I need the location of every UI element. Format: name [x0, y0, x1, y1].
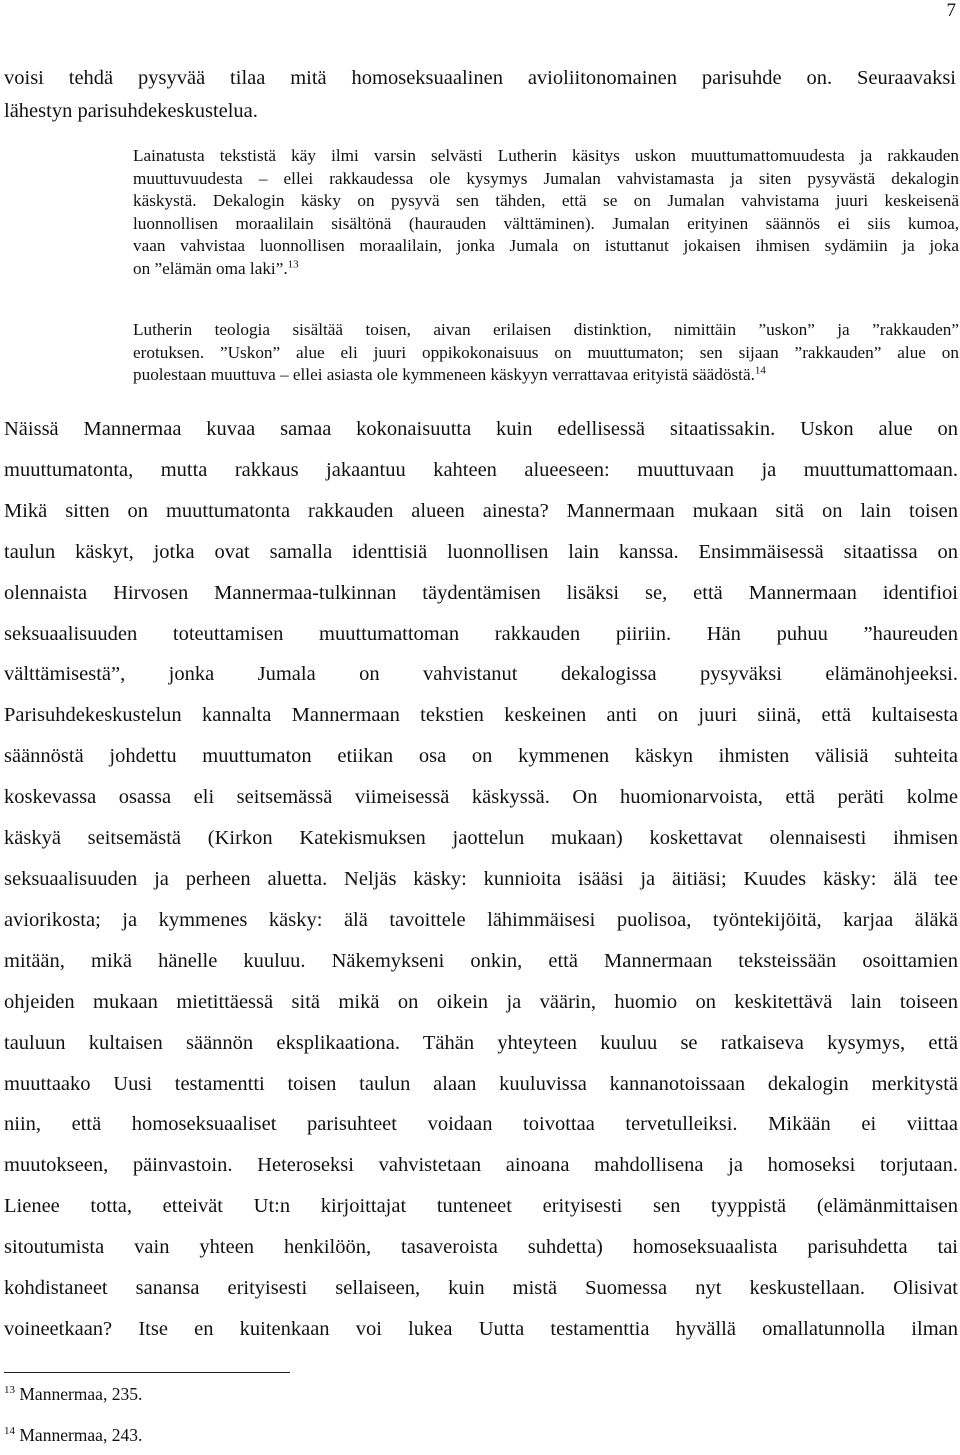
- text-line: Mikä sitten on muuttumatonta rakkauden alueen ainesta? Mannermaan mukaan sitä on lain toisen: [4, 499, 958, 522]
- footnote-number: 14: [4, 1425, 15, 1438]
- text-line: muuttaako Uusi testamentti toisen taulun alaan kuuluvissa kannanotoissaan dekalogin merkitystä: [4, 1072, 958, 1095]
- text-line: niin, että homoseksuaaliset parisuhteet voidaan toivottaa tervetulleiksi. Mikään ei viittaa: [4, 1113, 958, 1136]
- text-line: ohjeiden mukaan mietittäessä sitä mikä on oikein ja väärin, huomio on keskitettävä lain toiseen: [4, 990, 958, 1013]
- text-line: koskevassa osassa eli seitsemässä viimeisessä käskyssä. On huomionarvoista, että peräti kolme: [4, 786, 958, 809]
- text-line: voineetkaan? Itse en kuitenkaan voi lukea Uutta testamenttia hyvällä omallatunnolla ilman: [4, 1317, 958, 1340]
- text-line: taulun käskyt, jotka ovat samalla identtisiä luonnollisen lain kanssa. Ensimmäisessä sitaatissa on: [4, 540, 958, 563]
- text-line: lähestyn parisuhdekeskustelua.: [4, 100, 258, 122]
- footnote-divider: [4, 1372, 290, 1373]
- text-line: kohdistaneet sanansa erityisesti sellaiseen, kuin mistä Suomessa nyt keskustellaan. Olisivat: [4, 1277, 958, 1300]
- footnote-text: Mannermaa, 235.: [19, 1384, 143, 1404]
- text-line: käskyä seitsemästä (Kirkon Katekismuksen jaottelun mukaan) koskettavat olennaisesti ihmisen: [4, 827, 958, 850]
- block-quote-1: [133, 145, 959, 280]
- quote-line: käskystä. Dekalogin käsky on pysyvä sen tähden, että se on Jumalan vahvistama juuri keskeisenä: [133, 191, 959, 210]
- quote-line: muuttuvuudesta – ellei rakkaudessa ole kysymys Jumalan vahvistamasta ja siten pysyvästä dekalogin: [133, 168, 959, 188]
- text-line: Lienee totta, etteivät Ut:n kirjoittajat tunteneet erityisesti sen tyyppistä (elämänmittaisen: [4, 1195, 958, 1218]
- quote-line: luonnollisen moraalilain sisältönä (haurauden välttäminen). Jumalan erityinen säännös ei siis kumoa,: [133, 213, 959, 233]
- footnote-13: [4, 1384, 142, 1405]
- quote-line-last: [133, 258, 959, 281]
- quote-line-last: [133, 364, 959, 387]
- text-line: Näissä Mannermaa kuvaa samaa kokonaisuutta kuin edellisessä sitaatissakin. Uskon alue on: [4, 418, 958, 440]
- footnote-ref: 14: [754, 364, 766, 377]
- text-line: muuttumatonta, mutta rakkaus jakaantuu kahteen alueeseen: muuttuvaan ja muuttumattomaan.: [4, 458, 958, 481]
- text-line: mitään, mikä hänelle kuuluu. Näkemykseni onkin, että Mannermaan teksteissään osoittamien: [4, 949, 958, 972]
- text-line: säännöstä johdettu muuttumaton etiikan osa on kymmenen käskyn ihmisten välisiä suhteita: [4, 745, 958, 768]
- text-line: sitoutumista vain yhteen henkilöön, tasaveroista suhdetta) homoseksuaalista parisuhdetta tai: [4, 1236, 958, 1259]
- text-line: olennaista Hirvosen Mannermaa-tulkinnan täydentämisen lisäksi se, että Mannermaan identifioi: [4, 581, 958, 604]
- footnote-ref: 13: [287, 257, 299, 270]
- page-number: 7: [946, 0, 956, 21]
- text-line: aviorikosta; ja kymmenes käsky: älä tavoittele lähimmäisesi puolisoa, työntekijöitä, karjaa äläkä: [4, 908, 958, 931]
- text-line: voisi tehdä pysyvää tilaa mitä homoseksuaalinen avioliitonomainen parisuhde on. Seuraavaksi: [4, 67, 956, 89]
- footnote-number: 13: [4, 1384, 15, 1397]
- footnote-text: Mannermaa, 243.: [19, 1425, 143, 1445]
- quote-text: puolestaan muuttuva – ellei asiasta ole kymmeneen käskyyn verrattavaa erityistä säädöstä.: [133, 365, 755, 384]
- text-line: välttämisestä”, jonka Jumala on vahvistanut dekalogissa pysyväksi elämänohjeeksi.: [4, 663, 958, 686]
- quote-line: erotuksen. ”Uskon” alue eli juuri oppikokonaisuus on muuttumaton; sen sijaan ”rakkauden” alue on: [133, 342, 959, 362]
- text-line: seksuaalisuuden toteuttamisen muuttumattoman rakkauden piiriin. Hän puhuu ”haureuden: [4, 622, 958, 645]
- quote-line: vaan vahvistaa luonnollisen moraalilain, jonka Jumala on istuttanut jokaisen ihmisen sydämiin ja joka: [133, 236, 959, 255]
- text-line: tauluun kultaisen säännön eksplikaationa. Tähän yhteyteen kuuluu se ratkaiseva kysymys, että: [4, 1031, 958, 1054]
- footnote-14: [4, 1425, 142, 1446]
- text-line: muutokseen, päinvastoin. Heteroseksi vahvistetaan ainoana mahdollisena ja homoseksi torjutaan.: [4, 1154, 958, 1177]
- quote-line: Lutherin teologia sisältää toisen, aivan erilaisen distinktion, nimittäin ”uskon” ja ”rakkauden”: [133, 320, 959, 339]
- quote-text: on ”elämän oma laki”.: [133, 258, 288, 278]
- intro-paragraph: [4, 62, 956, 128]
- quote-line: Lainatusta tekstistä käy ilmi varsin selvästi Lutherin käsitys uskon muuttumattomuudesta ja rakkauden: [133, 146, 959, 165]
- block-quote-2: [133, 319, 959, 387]
- text-line: Parisuhdekeskustelun kannalta Mannermaan tekstien keskeinen anti on juuri siinä, että kultaisesta: [4, 704, 958, 727]
- text-line: seksuaalisuuden ja perheen aluetta. Neljäs käsky: kunnioita isääsi ja äitiäsi; Kuudes käsky: älä tee: [4, 867, 958, 890]
- body-paragraph: [4, 409, 958, 1350]
